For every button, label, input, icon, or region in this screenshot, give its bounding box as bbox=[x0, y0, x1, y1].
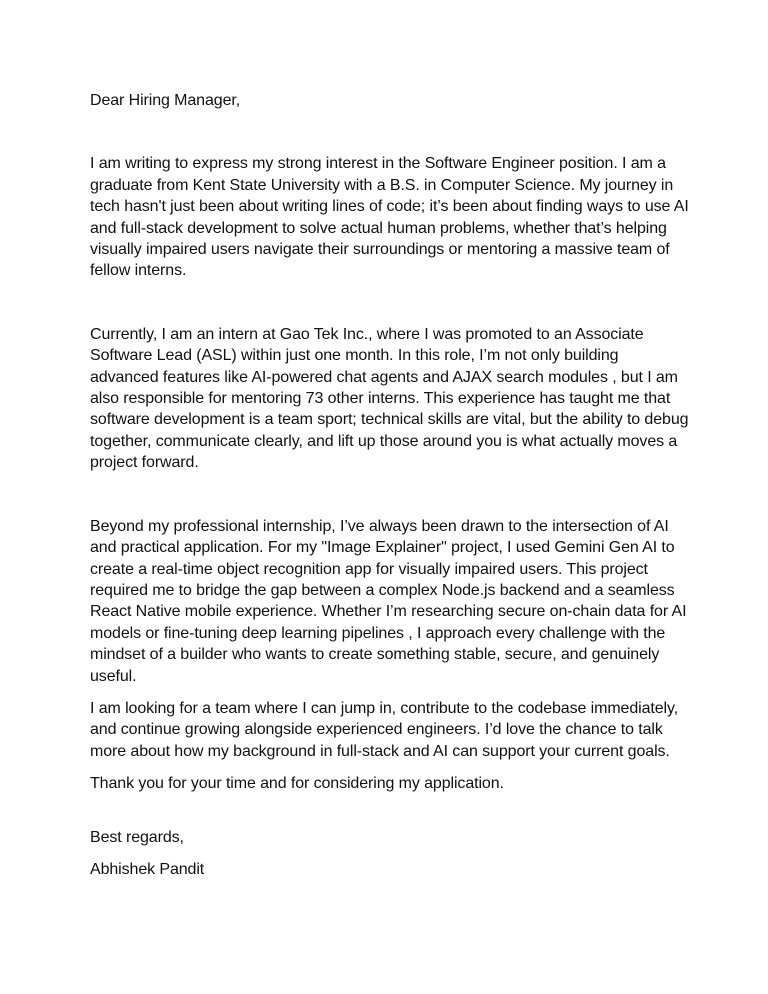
salutation: Dear Hiring Manager, bbox=[90, 92, 241, 109]
paragraph-introduction: I am writing to express my strong interest in the Software Engineer position. I am a graduate from Kent State University with a B.S. in Computer Science. My journey in tech hasn't just been about writing lines of code; it’s been about finding ways to use AI and full-stack development to solve actual human problems, whether that’s helping visually impaired users navigate their surroundings or mentoring a massive team of fellow interns. bbox=[90, 155, 689, 280]
closing: Best regards, bbox=[90, 828, 184, 846]
cover-letter bbox=[90, 90, 690, 880]
paragraph-current-internship: Currently, I am an intern at Gao Tek Inc., where I was promoted to an Associate Software Lead (ASL) within just one month. In this role, I’m not only building advanced features like AI-powered chat agents and AJAX search modules , but I am also responsible for mentoring 73 other interns. This experience has taught me that software development is a team sport; technical skills are vital, but the ability to debug together, communicate clearly, and lift up those around you is what actually moves a project forward. bbox=[90, 325, 689, 472]
signature: Abhishek Pandit bbox=[90, 860, 205, 878]
paragraph-projects: Beyond my professional internship, I’ve always been drawn to the intersection of AI and practical application. For my "Image Explainer" project, I used Gemini Gen AI to create a real-time object recognition app for visually impaired users. This project required me to bridge the gap between a complex Node.js backend and a seamless React Native mobile experience. Whether I’m researching secure on-chain data for AI models or fine-tuning deep learning pipelines , I approach every challenge with the mindset of a builder who wants to create something stable, secure, and genuinely useful. bbox=[90, 517, 687, 685]
paragraph-thank-you: Thank you for your time and for considering my application. bbox=[90, 775, 504, 793]
paragraph-goals: I am looking for a team where I can jump in, contribute to the codebase immediately, and continue growing alongside experienced engineers. I’d love the chance to talk more about how my background in full-stack and AI can support your current goals. bbox=[90, 699, 679, 760]
